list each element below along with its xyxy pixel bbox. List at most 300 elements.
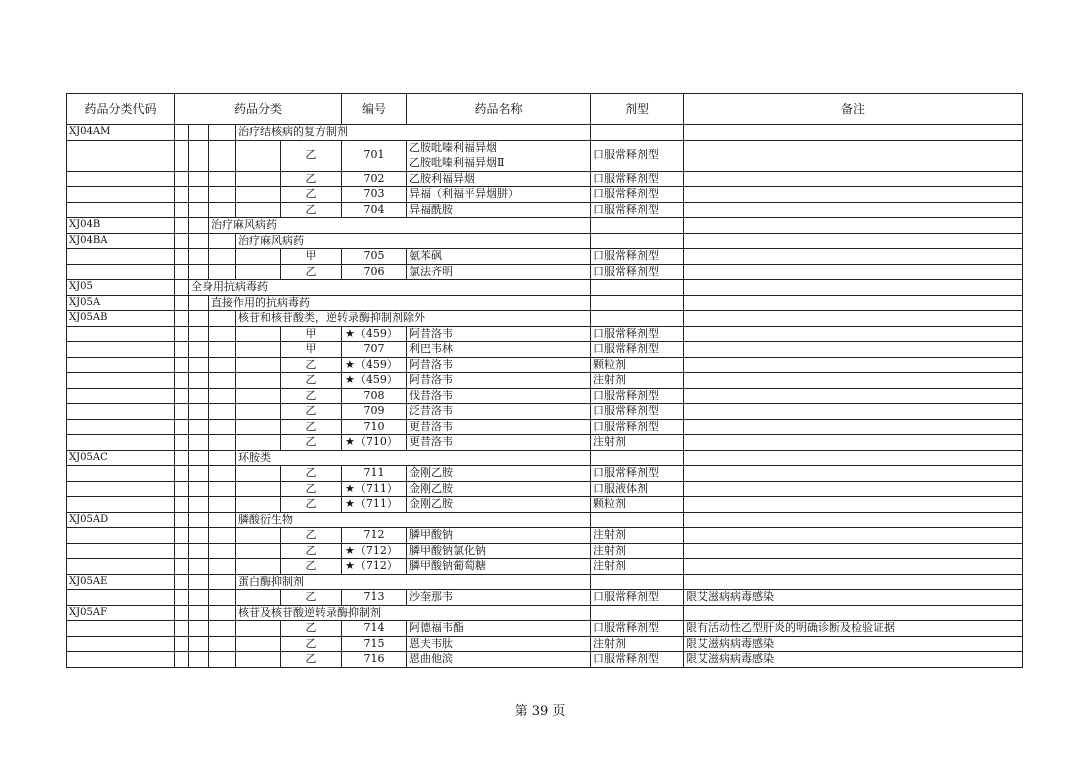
- indent-cell: [236, 202, 281, 218]
- drug-grade: 甲: [281, 326, 342, 342]
- indent-cell: [189, 652, 209, 668]
- category-code: [67, 652, 175, 668]
- indent-cell: [236, 373, 281, 389]
- indent-cell: [189, 171, 209, 187]
- indent-cell: [209, 311, 236, 327]
- indent-cell: [175, 218, 189, 234]
- indent-cell: [175, 187, 189, 203]
- drug-remark: [684, 140, 1023, 171]
- drug-dosage: 注射剂: [591, 636, 684, 652]
- drug-dosage: 颗粒剂: [591, 357, 684, 373]
- drug-dosage: 注射剂: [591, 543, 684, 559]
- category-code: [67, 342, 175, 358]
- indent-cell: [189, 435, 209, 451]
- remark-cell: [684, 280, 1023, 296]
- drug-number: ★（710）: [342, 435, 407, 451]
- drug-row: [67, 419, 1023, 435]
- category-code: [67, 357, 175, 373]
- drug-grade: 乙: [281, 543, 342, 559]
- category-row: [67, 218, 1023, 234]
- drug-number: 712: [342, 528, 407, 544]
- indent-cell: [189, 636, 209, 652]
- drug-row: [67, 264, 1023, 280]
- drug-remark: [684, 435, 1023, 451]
- category-code: [67, 621, 175, 637]
- indent-cell: [209, 497, 236, 513]
- drug-number: ★（712）: [342, 559, 407, 575]
- remark-cell: [684, 233, 1023, 249]
- remark-cell: [684, 574, 1023, 590]
- indent-cell: [209, 125, 236, 141]
- drug-name: 异福（利福平异烟肼）: [407, 187, 591, 203]
- indent-cell: [236, 249, 281, 265]
- drug-grade: 乙: [281, 528, 342, 544]
- category-name: 膦酸衍生物: [236, 512, 591, 528]
- drug-dosage: 口服常释剂型: [591, 249, 684, 265]
- indent-cell: [189, 218, 209, 234]
- header-code: 药品分类代码: [67, 94, 175, 125]
- drug-row: [67, 202, 1023, 218]
- indent-cell: [175, 512, 189, 528]
- indent-cell: [189, 295, 209, 311]
- drug-row: [67, 373, 1023, 389]
- indent-cell: [175, 295, 189, 311]
- category-code: XJ05A: [67, 295, 175, 311]
- drug-row: [67, 652, 1023, 668]
- indent-cell: [209, 450, 236, 466]
- category-code: XJ04AM: [67, 125, 175, 141]
- remark-cell: [684, 295, 1023, 311]
- drug-grade: 乙: [281, 621, 342, 637]
- drug-row: [67, 187, 1023, 203]
- indent-cell: [236, 388, 281, 404]
- indent-cell: [189, 574, 209, 590]
- drug-remark: [684, 342, 1023, 358]
- indent-cell: [236, 481, 281, 497]
- indent-cell: [189, 590, 209, 606]
- indent-cell: [189, 233, 209, 249]
- indent-cell: [209, 512, 236, 528]
- drug-dosage: 注射剂: [591, 435, 684, 451]
- table-header-row: [67, 94, 1023, 125]
- category-code: XJ04B: [67, 218, 175, 234]
- drug-dosage: 口服常释剂型: [591, 140, 684, 171]
- drug-grade: 乙: [281, 559, 342, 575]
- drug-name: 伐昔洛韦: [407, 388, 591, 404]
- drug-remark: [684, 543, 1023, 559]
- indent-cell: [189, 481, 209, 497]
- category-code: [67, 249, 175, 265]
- drug-row: [67, 559, 1023, 575]
- drug-name: 金刚乙胺: [407, 466, 591, 482]
- drug-dosage: 颗粒剂: [591, 497, 684, 513]
- dosage-cell: [591, 605, 684, 621]
- indent-cell: [189, 187, 209, 203]
- dosage-cell: [591, 512, 684, 528]
- page-number: 第 39 页: [514, 704, 566, 719]
- category-code: XJ05AC: [67, 450, 175, 466]
- drug-row: [67, 497, 1023, 513]
- drug-row: [67, 404, 1023, 420]
- indent-cell: [236, 326, 281, 342]
- drug-number: ★（712）: [342, 543, 407, 559]
- indent-cell: [236, 187, 281, 203]
- drug-name: 氨苯砜: [407, 249, 591, 265]
- indent-cell: [189, 264, 209, 280]
- drug-catalog-table: [66, 93, 1023, 668]
- drug-name-line: 乙胺吡嗪利福异烟Ⅱ: [409, 155, 505, 169]
- drug-name: 更昔洛韦: [407, 435, 591, 451]
- category-row: [67, 233, 1023, 249]
- drug-remark: [684, 171, 1023, 187]
- drug-grade: 乙: [281, 202, 342, 218]
- drug-remark: [684, 404, 1023, 420]
- drug-dosage: 注射剂: [591, 373, 684, 389]
- drug-number: 706: [342, 264, 407, 280]
- drug-grade: 乙: [281, 497, 342, 513]
- indent-cell: [209, 249, 236, 265]
- drug-dosage: 口服常释剂型: [591, 590, 684, 606]
- indent-cell: [236, 621, 281, 637]
- indent-cell: [209, 435, 236, 451]
- drug-row: [67, 590, 1023, 606]
- indent-cell: [209, 621, 236, 637]
- drug-remark: [684, 466, 1023, 482]
- indent-cell: [209, 528, 236, 544]
- indent-cell: [209, 636, 236, 652]
- indent-cell: [175, 326, 189, 342]
- category-name: 环胺类: [236, 450, 591, 466]
- category-row: [67, 125, 1023, 141]
- drug-row: [67, 466, 1023, 482]
- table-body: [67, 125, 1023, 668]
- remark-cell: [684, 450, 1023, 466]
- drug-remark: [684, 187, 1023, 203]
- drug-remark: [684, 326, 1023, 342]
- remark-cell: [684, 125, 1023, 141]
- indent-cell: [189, 311, 209, 327]
- drug-number: 703: [342, 187, 407, 203]
- drug-row: [67, 636, 1023, 652]
- indent-cell: [236, 140, 281, 171]
- category-code: [67, 590, 175, 606]
- drug-remark: [684, 497, 1023, 513]
- category-row: [67, 295, 1023, 311]
- drug-dosage: 口服常释剂型: [591, 621, 684, 637]
- remark-cell: [684, 218, 1023, 234]
- drug-number: 715: [342, 636, 407, 652]
- category-code: [67, 435, 175, 451]
- indent-cell: [189, 404, 209, 420]
- indent-cell: [175, 249, 189, 265]
- indent-cell: [236, 543, 281, 559]
- drug-name: 恩曲他滨: [407, 652, 591, 668]
- drug-row: [67, 249, 1023, 265]
- category-code: [67, 404, 175, 420]
- indent-cell: [175, 373, 189, 389]
- indent-cell: [189, 621, 209, 637]
- indent-cell: [189, 373, 209, 389]
- indent-cell: [175, 202, 189, 218]
- indent-cell: [236, 636, 281, 652]
- drug-number: 716: [342, 652, 407, 668]
- remark-cell: [684, 512, 1023, 528]
- drug-remark: [684, 264, 1023, 280]
- drug-dosage: 口服常释剂型: [591, 171, 684, 187]
- category-code: [67, 419, 175, 435]
- indent-cell: [175, 264, 189, 280]
- indent-cell: [175, 280, 189, 296]
- dosage-cell: [591, 574, 684, 590]
- category-code: [67, 388, 175, 404]
- drug-remark: [684, 373, 1023, 389]
- indent-cell: [175, 481, 189, 497]
- indent-cell: [209, 590, 236, 606]
- category-code: [67, 497, 175, 513]
- indent-cell: [236, 404, 281, 420]
- drug-grade: 乙: [281, 636, 342, 652]
- drug-number: 714: [342, 621, 407, 637]
- category-row: [67, 311, 1023, 327]
- drug-grade: 乙: [281, 481, 342, 497]
- dosage-cell: [591, 295, 684, 311]
- drug-name: 阿德福韦酯: [407, 621, 591, 637]
- drug-number: ★（459）: [342, 326, 407, 342]
- indent-cell: [175, 605, 189, 621]
- indent-cell: [209, 466, 236, 482]
- drug-remark: [684, 202, 1023, 218]
- indent-cell: [209, 419, 236, 435]
- indent-cell: [236, 264, 281, 280]
- indent-cell: [189, 249, 209, 265]
- drug-name: 阿昔洛韦: [407, 326, 591, 342]
- category-name: 治疗结核病的复方制剂: [236, 125, 591, 141]
- drug-number: ★（459）: [342, 373, 407, 389]
- indent-cell: [209, 326, 236, 342]
- indent-cell: [209, 559, 236, 575]
- drug-dosage: 口服常释剂型: [591, 342, 684, 358]
- drug-number: ★（711）: [342, 497, 407, 513]
- drug-row: [67, 140, 1023, 171]
- drug-name: 氯法齐明: [407, 264, 591, 280]
- drug-name: 金刚乙胺: [407, 497, 591, 513]
- category-code: XJ05AE: [67, 574, 175, 590]
- indent-cell: [175, 357, 189, 373]
- indent-cell: [175, 419, 189, 435]
- drug-number: 709: [342, 404, 407, 420]
- indent-cell: [175, 404, 189, 420]
- indent-cell: [189, 450, 209, 466]
- indent-cell: [189, 419, 209, 435]
- indent-cell: [175, 435, 189, 451]
- indent-cell: [189, 326, 209, 342]
- indent-cell: [175, 574, 189, 590]
- category-row: [67, 605, 1023, 621]
- category-code: [67, 202, 175, 218]
- drug-name: 沙奎那韦: [407, 590, 591, 606]
- category-code: XJ05AF: [67, 605, 175, 621]
- indent-cell: [209, 481, 236, 497]
- drug-dosage: 口服液体剂: [591, 481, 684, 497]
- drug-grade: 乙: [281, 590, 342, 606]
- drug-grade: 乙: [281, 171, 342, 187]
- indent-cell: [236, 466, 281, 482]
- indent-cell: [189, 140, 209, 171]
- drug-remark: 限艾滋病病毒感染: [684, 590, 1023, 606]
- indent-cell: [175, 559, 189, 575]
- indent-cell: [209, 574, 236, 590]
- indent-cell: [175, 621, 189, 637]
- category-code: [67, 636, 175, 652]
- indent-cell: [236, 652, 281, 668]
- indent-cell: [209, 171, 236, 187]
- category-row: [67, 512, 1023, 528]
- drug-number: 708: [342, 388, 407, 404]
- drug-remark: 限艾滋病病毒感染: [684, 652, 1023, 668]
- drug-dosage: 口服常释剂型: [591, 388, 684, 404]
- category-code: [67, 326, 175, 342]
- drug-name: 乙胺利福异烟: [407, 171, 591, 187]
- drug-remark: [684, 528, 1023, 544]
- remark-cell: [684, 311, 1023, 327]
- drug-dosage: 口服常释剂型: [591, 264, 684, 280]
- indent-cell: [209, 388, 236, 404]
- drug-row: [67, 357, 1023, 373]
- drug-remark: [684, 388, 1023, 404]
- indent-cell: [189, 528, 209, 544]
- drug-dosage: 口服常释剂型: [591, 419, 684, 435]
- drug-dosage: 口服常释剂型: [591, 187, 684, 203]
- dosage-cell: [591, 218, 684, 234]
- drug-name: 异福酰胺: [407, 202, 591, 218]
- dosage-cell: [591, 311, 684, 327]
- indent-cell: [209, 202, 236, 218]
- drug-dosage: 注射剂: [591, 528, 684, 544]
- category-name: 核苷和核苷酸类，逆转录酶抑制剂除外: [236, 311, 591, 327]
- indent-cell: [209, 543, 236, 559]
- category-code: XJ05AB: [67, 311, 175, 327]
- indent-cell: [236, 559, 281, 575]
- indent-cell: [236, 419, 281, 435]
- drug-row: [67, 621, 1023, 637]
- indent-cell: [189, 559, 209, 575]
- drug-number: 710: [342, 419, 407, 435]
- drug-grade: 乙: [281, 435, 342, 451]
- drug-number: 705: [342, 249, 407, 265]
- indent-cell: [175, 636, 189, 652]
- indent-cell: [209, 357, 236, 373]
- drug-number: 702: [342, 171, 407, 187]
- indent-cell: [189, 357, 209, 373]
- indent-cell: [236, 435, 281, 451]
- category-code: [67, 528, 175, 544]
- header-remark: 备注: [684, 94, 1023, 125]
- drug-remark: 限有活动性乙型肝炎的明确诊断及检验证据: [684, 621, 1023, 637]
- category-code: [67, 543, 175, 559]
- dosage-cell: [591, 125, 684, 141]
- indent-cell: [209, 264, 236, 280]
- drug-grade: 乙: [281, 466, 342, 482]
- header-number: 编号: [342, 94, 407, 125]
- indent-cell: [189, 388, 209, 404]
- drug-number: ★（459）: [342, 357, 407, 373]
- indent-cell: [209, 373, 236, 389]
- indent-cell: [175, 497, 189, 513]
- indent-cell: [189, 543, 209, 559]
- indent-cell: [189, 202, 209, 218]
- drug-grade: 乙: [281, 357, 342, 373]
- indent-cell: [209, 140, 236, 171]
- indent-cell: [209, 404, 236, 420]
- category-code: [67, 264, 175, 280]
- indent-cell: [175, 311, 189, 327]
- indent-cell: [236, 171, 281, 187]
- category-name: 治疗麻风病药: [209, 218, 591, 234]
- drug-row: [67, 528, 1023, 544]
- drug-row: [67, 342, 1023, 358]
- drug-name-line: 乙胺吡嗪利福异烟: [409, 141, 497, 154]
- indent-cell: [189, 605, 209, 621]
- drug-dosage: 口服常释剂型: [591, 466, 684, 482]
- drug-name: 膦甲酸钠: [407, 528, 591, 544]
- category-code: XJ05: [67, 280, 175, 296]
- indent-cell: [209, 605, 236, 621]
- indent-cell: [236, 497, 281, 513]
- category-row: [67, 574, 1023, 590]
- category-code: [67, 373, 175, 389]
- indent-cell: [236, 357, 281, 373]
- indent-cell: [175, 140, 189, 171]
- category-code: XJ04BA: [67, 233, 175, 249]
- category-code: [67, 466, 175, 482]
- indent-cell: [189, 125, 209, 141]
- indent-cell: [236, 342, 281, 358]
- indent-cell: [189, 512, 209, 528]
- drug-grade: 乙: [281, 404, 342, 420]
- drug-grade: 甲: [281, 342, 342, 358]
- header-name: 药品名称: [407, 94, 591, 125]
- header-dosage: 剂型: [591, 94, 684, 125]
- drug-row: [67, 326, 1023, 342]
- drug-number: 701: [342, 140, 407, 171]
- category-row: [67, 450, 1023, 466]
- indent-cell: [175, 466, 189, 482]
- drug-number: 707: [342, 342, 407, 358]
- indent-cell: [175, 233, 189, 249]
- category-code: [67, 140, 175, 171]
- drug-name: 利巴韦林: [407, 342, 591, 358]
- drug-row: [67, 481, 1023, 497]
- indent-cell: [236, 528, 281, 544]
- indent-cell: [175, 125, 189, 141]
- drug-name: 阿昔洛韦: [407, 357, 591, 373]
- drug-grade: 乙: [281, 140, 342, 171]
- drug-remark: [684, 249, 1023, 265]
- drug-grade: 乙: [281, 264, 342, 280]
- dosage-cell: [591, 450, 684, 466]
- indent-cell: [209, 187, 236, 203]
- category-code: [67, 187, 175, 203]
- drug-name: 更昔洛韦: [407, 419, 591, 435]
- drug-remark: [684, 559, 1023, 575]
- indent-cell: [175, 543, 189, 559]
- indent-cell: [175, 652, 189, 668]
- indent-cell: [189, 342, 209, 358]
- drug-number: ★（711）: [342, 481, 407, 497]
- category-code: [67, 481, 175, 497]
- header-category: 药品分类: [175, 94, 342, 125]
- drug-row: [67, 388, 1023, 404]
